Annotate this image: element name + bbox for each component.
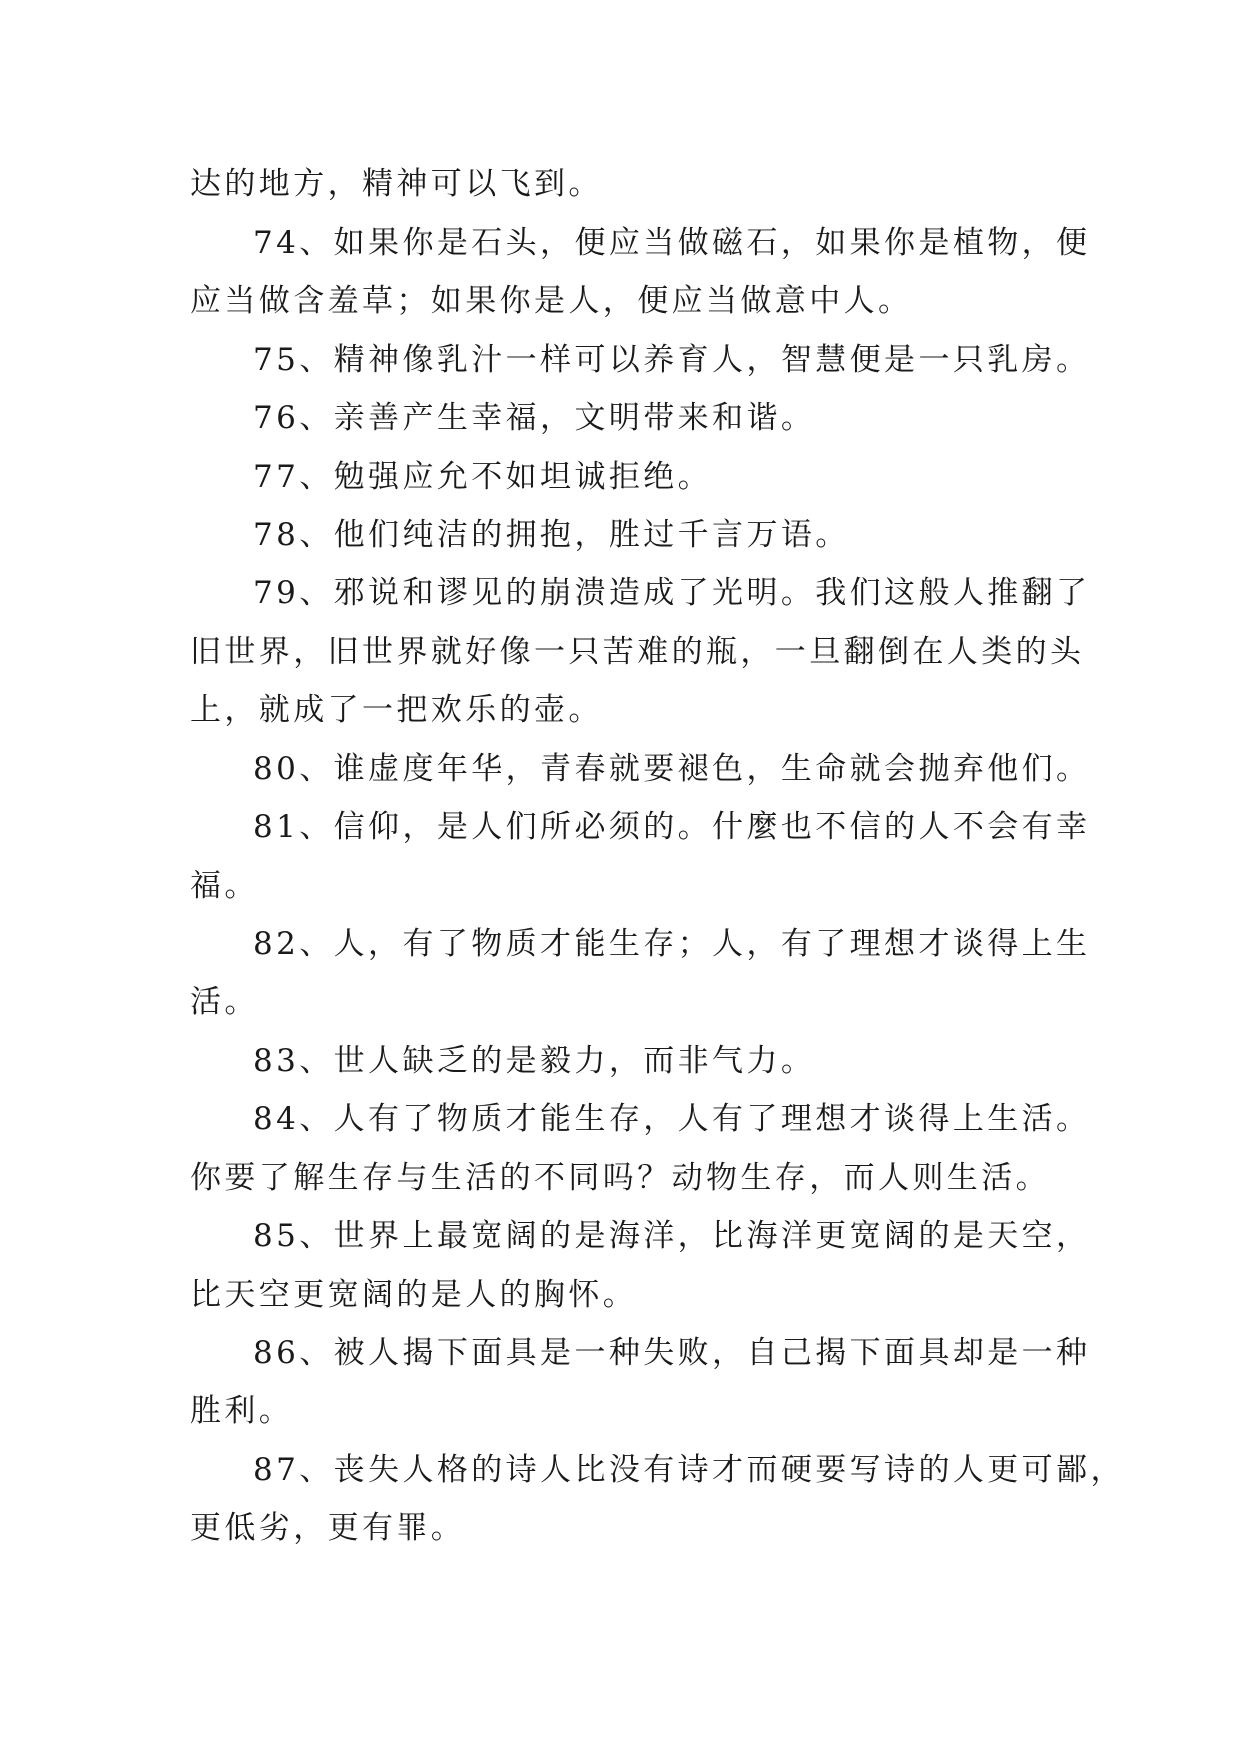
quote-81-line-1: 81、信仰，是人们所必须的。什麼也不信的人不会有幸 [253,809,1091,845]
quote-82-line-1: 82、人，有了物质才能生存；人，有了理想才谈得上生 [253,926,1091,962]
quote-83: 83、世人缺乏的是毅力，而非气力。 [253,1043,816,1079]
quote-74-line-1: 74、如果你是石头，便应当做磁石，如果你是植物，便 [253,225,1091,261]
quote-76: 76、亲善产生幸福，文明带来和谐。 [253,400,816,436]
quote-87-line-2: 更低劣，更有罪。 [190,1510,466,1546]
quote-79-line-2: 旧世界，旧世界就好像一只苦难的瓶，一旦翻倒在人类的头 [190,634,1085,670]
quote-77: 77、勉强应允不如坦诚拒绝。 [253,459,713,495]
quote-87-line-1: 87、丧失人格的诗人比没有诗才而硬要写诗的人更可鄙， [253,1452,1125,1488]
quote-81-line-2: 福。 [190,868,259,904]
quote-85-line-1: 85、世界上最宽阔的是海洋，比海洋更宽阔的是天空， [253,1218,1091,1254]
quote-74-line-2: 应当做含羞草；如果你是人，便应当做意中人。 [190,283,913,319]
quote-75: 75、精神像乳汁一样可以养育人，智慧便是一只乳房。 [253,342,1091,378]
quote-85-line-2: 比天空更宽阔的是人的胸怀。 [190,1277,638,1313]
text-line: 达的地方，精神可以飞到。 [190,166,603,202]
quote-84-line-1: 84、人有了物质才能生存，人有了理想才谈得上生活。 [253,1101,1091,1137]
quote-79-line-3: 上，就成了一把欢乐的壶。 [190,692,603,728]
quote-86-line-1: 86、被人揭下面具是一种失败，自己揭下面具却是一种 [253,1335,1091,1371]
quote-80: 80、谁虚度年华，青春就要褪色，生命就会抛弃他们。 [253,751,1091,787]
quote-78: 78、他们纯洁的拥抱，胜过千言万语。 [253,517,850,553]
quote-86-line-2: 胜利。 [190,1393,294,1429]
quote-82-line-2: 活。 [190,984,259,1020]
quote-79-line-1: 79、邪说和谬见的崩溃造成了光明。我们这般人推翻了 [253,575,1091,611]
quote-84-line-2: 你要了解生存与生活的不同吗？动物生存，而人则生活。 [190,1160,1050,1196]
